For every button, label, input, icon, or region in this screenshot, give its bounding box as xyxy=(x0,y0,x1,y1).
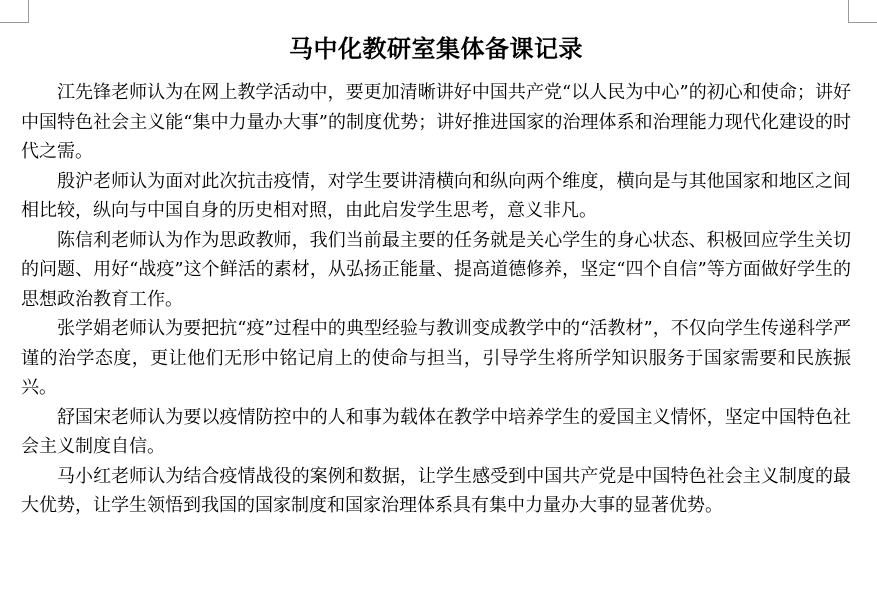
paragraph-yin: 殷沪老师认为面对此次抗击疫情，对学生要讲清横向和纵向两个维度，横向是与其他国家和地区之间相比较，纵向与中国自身的历史相对照，由此启发学生思考，意义非凡。 xyxy=(21,170,851,221)
paragraph-ma: 马小红老师认为结合疫情战役的案例和数据，让学生感受到中国共产党是中国特色社会主义制度的最大优势，让学生领悟到我国的国家制度和国家治理体系具有集中力量办大事的显著优势。 xyxy=(21,465,851,516)
document-page xyxy=(21,32,851,521)
document-title: 马中化教研室集体备课记录 xyxy=(289,34,583,63)
paragraph-jiang: 江先锋老师认为在网上教学活动中，要更加清晰讲好中国共产党“以人民为中心”的初心和使命；讲好中国特色社会主义能“集中力量办大事”的制度优势；讲好推进国家的治理体系和治理能力现代化建设的时代之需。 xyxy=(21,82,851,162)
paragraph-chen: 陈信利老师认为作为思政教师，我们当前最主要的任务就是关心学生的身心状态、积极回应学生关切的问题、用好“战疫”这个鲜活的素材，从弘扬正能量、提高道德修养，坚定“四个自信”等方面做好学生的思想政治教育工作。 xyxy=(21,229,851,310)
page-corner-mark-right xyxy=(848,0,877,23)
paragraph-zhang: 张学娟老师认为要把抗“疫”过程中的典型经验与教训变成教学中的“活教材”，不仅向学生传递科学严谨的治学态度，更让他们无形中铭记肩上的使命与担当，引导学生将所学知识服务于国家需要和民族振兴。 xyxy=(21,318,851,398)
page-corner-mark-left xyxy=(0,0,29,23)
paragraph-shu: 舒国宋老师认为要以疫情防控中的人和事为载体在教学中培养学生的爱国主义情怀，坚定中国特色社会主义制度自信。 xyxy=(21,406,851,457)
